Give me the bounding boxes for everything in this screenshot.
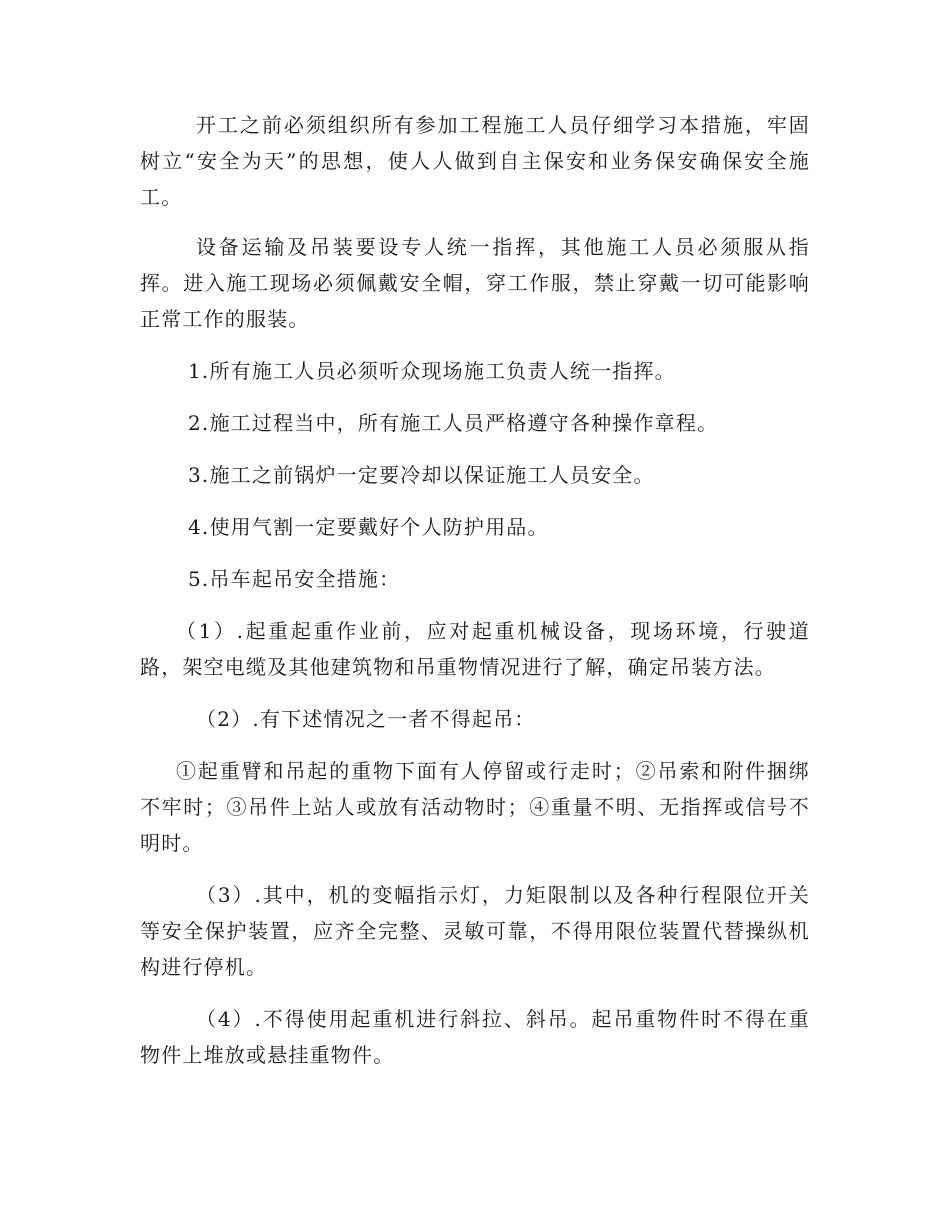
- list-item-5: 5.吊车起吊安全措施：: [188, 567, 401, 591]
- list-item-2: 2.施工过程当中，所有施工人员严格遵守各种操作章程。: [188, 411, 719, 435]
- list-item-4: 4.使用气割一定要戴好个人防护用品。: [188, 515, 549, 539]
- list-item-1: 1.所有施工人员必须听众现场施工负责人统一指挥。: [188, 359, 676, 383]
- paragraph-equipment-transport: 设备运输及吊装要设专人统一指挥，其他施工人员必须服从指挥。进入施工现场必须佩戴安全帽，穿工作服，禁止穿戴一切可能影响正常工作的服装。: [140, 235, 810, 331]
- paragraph-no-lift-conditions: ①起重臂和吊起的重物下面有人停留或行走时；②吊索和附件捆绑不牢时；③吊件上站人或放有活动物时；④重量不明、无指挥或信号不明时。: [140, 759, 810, 855]
- list-item-3: 3.施工之前锅炉一定要冷却以保证施工人员安全。: [188, 463, 655, 487]
- paragraph-study-measures: 开工之前必须组织所有参加工程施工人员仔细学习本措施，牢固树立“安全为天”的思想，使人人做到自主保安和业务保安确保安全施工。: [140, 113, 810, 209]
- sub-item-2: （2）.有下述情况之一者不得起吊：: [196, 707, 536, 731]
- sub-item-4: （4）.不得使用起重机进行斜拉、斜吊。起吊重物件时不得在重物件上堆放或悬挂重物件。: [140, 1007, 810, 1067]
- sub-item-3: （3）.其中，机的变幅指示灯，力矩限制以及各种行程限位开关等安全保护装置，应齐全完整、灵敏可靠，不得用限位装置代替操纵机构进行停机。: [140, 883, 810, 979]
- sub-item-1: （1）.起重起重作业前，应对起重机械设备，现场环境，行驶道路，架空电缆及其他建筑物和吊重物情况进行了解，确定吊装方法。: [140, 619, 810, 679]
